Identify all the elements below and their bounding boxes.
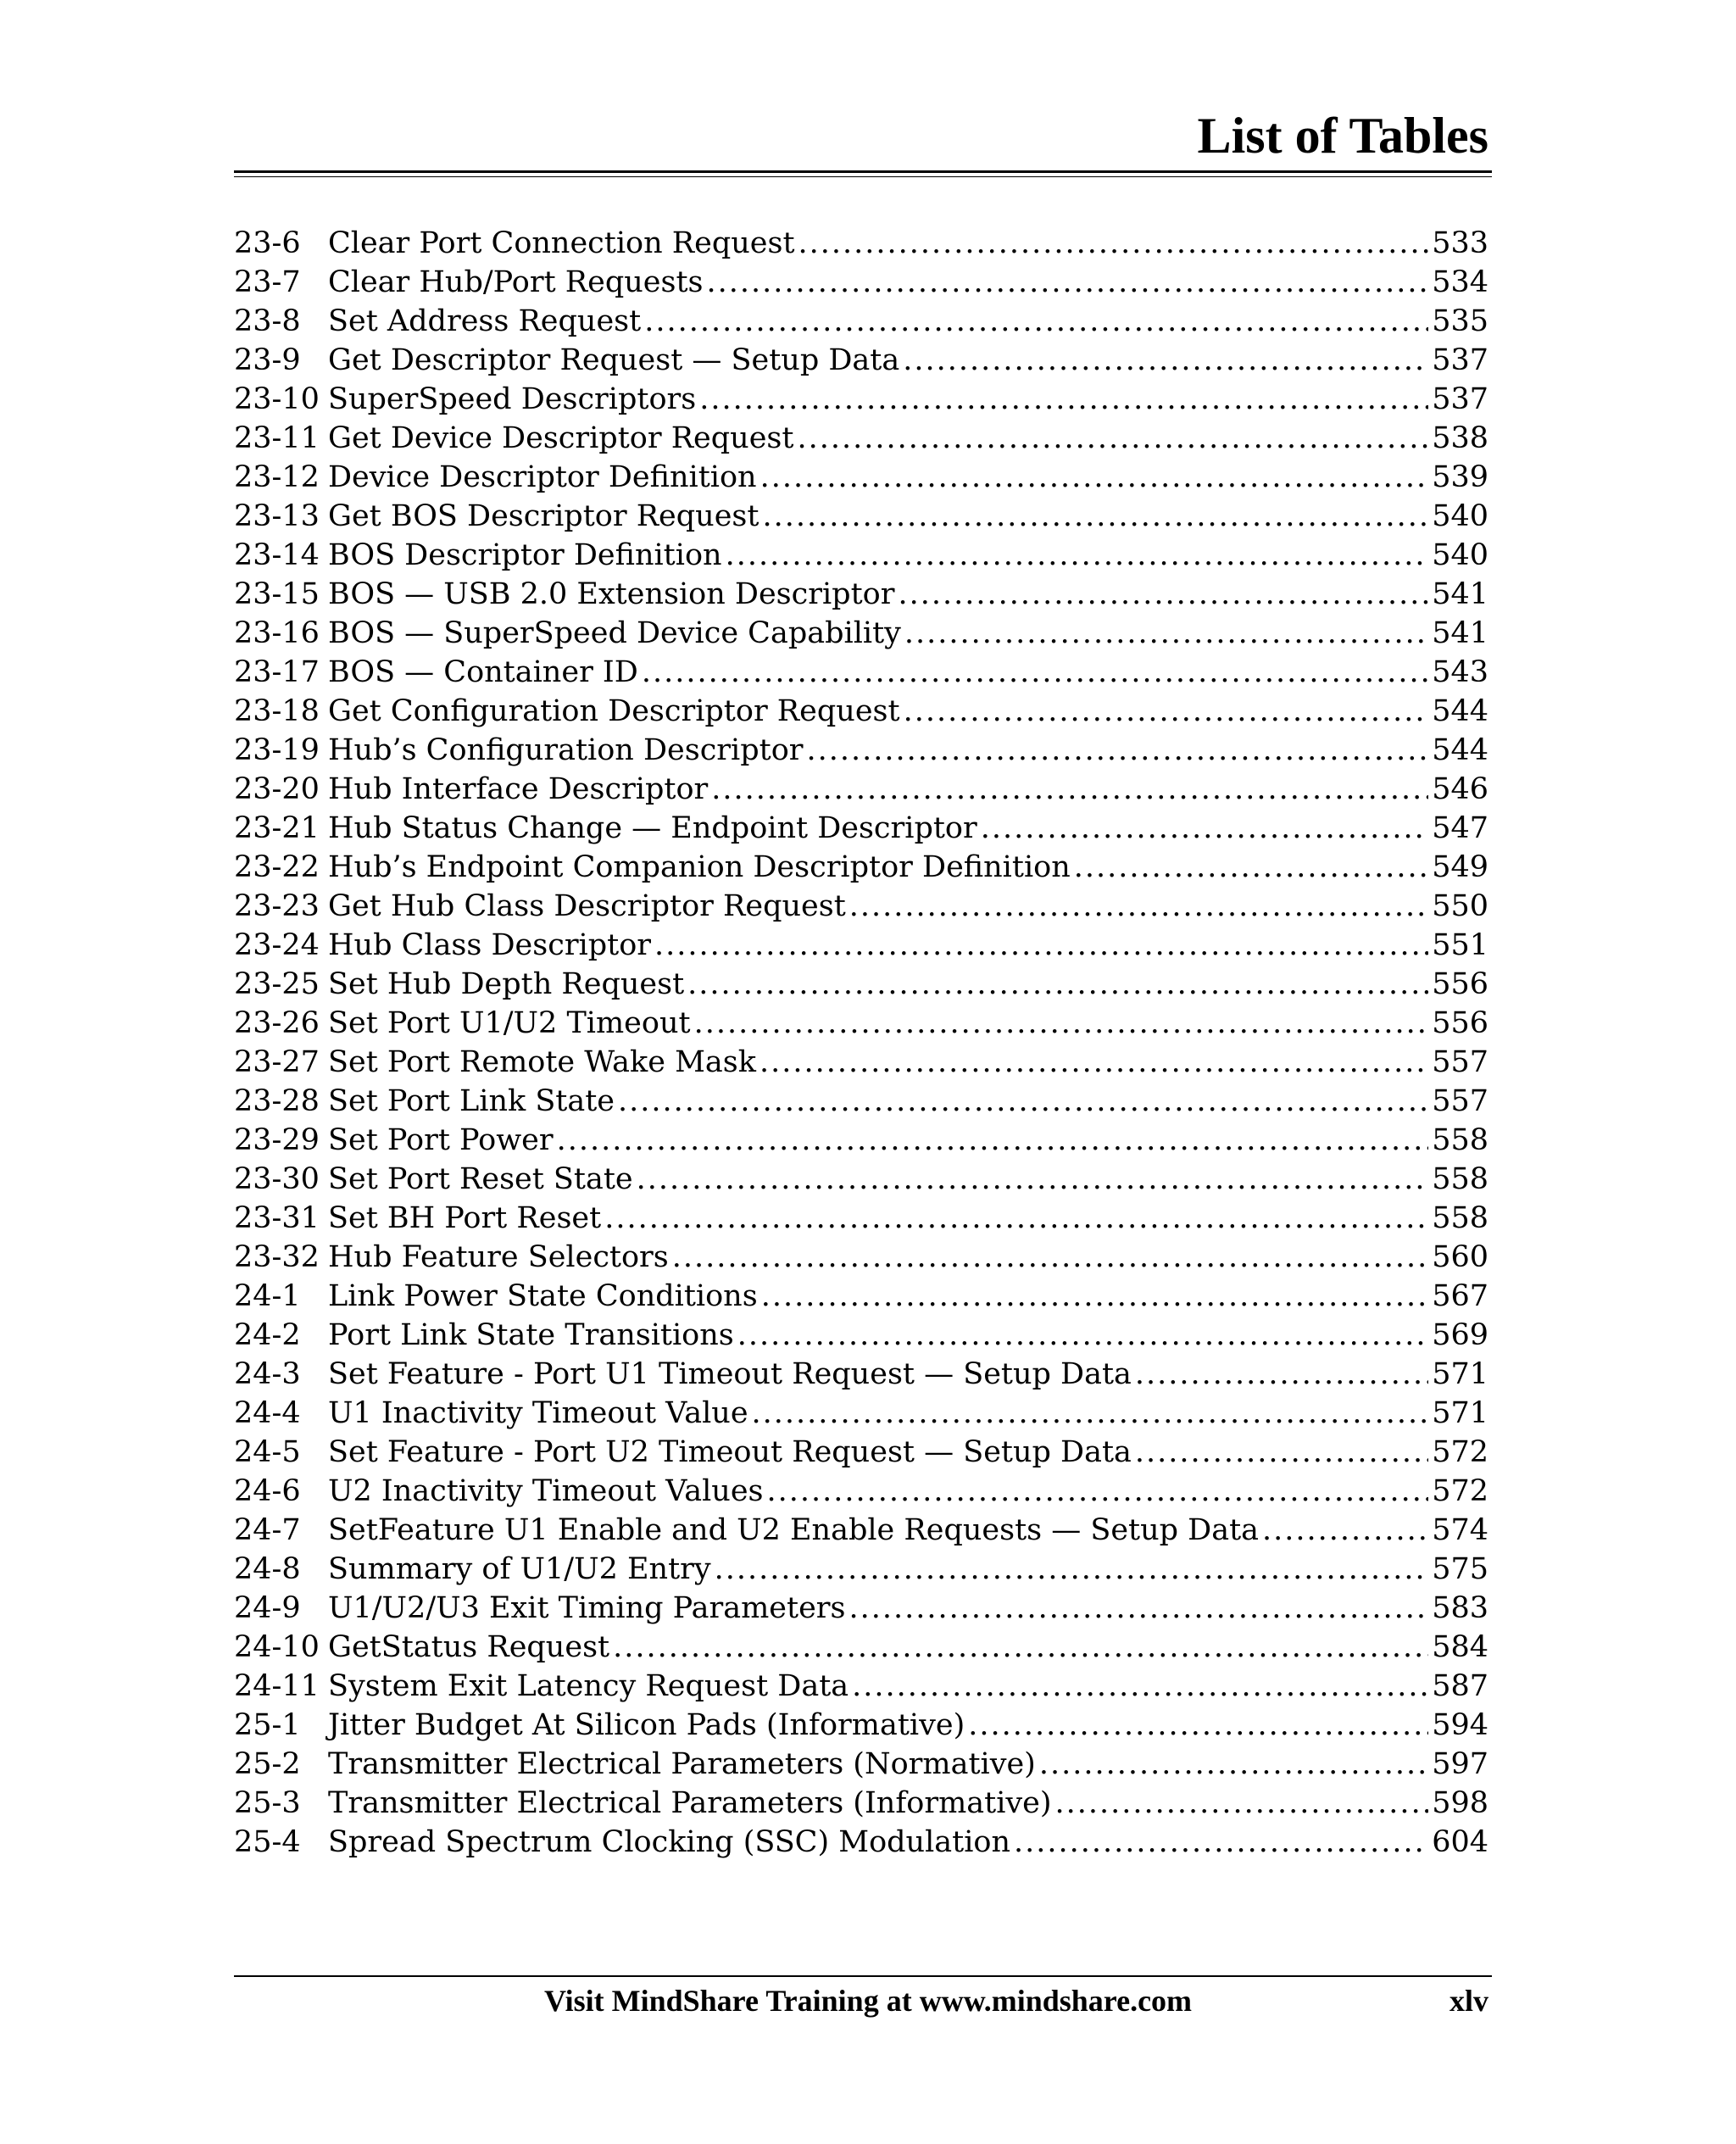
toc-entry-number: 24-9	[234, 1591, 301, 1625]
toc-entry-number: 23-29	[234, 1123, 320, 1157]
toc-entry-number: 24-8	[234, 1552, 301, 1586]
toc-entry-number: 24-4	[234, 1396, 301, 1430]
dot-leader	[654, 926, 1428, 965]
toc-entry-number: 23-8	[234, 304, 301, 338]
dot-leader	[637, 1160, 1429, 1199]
toc-entry[interactable]	[234, 653, 1488, 692]
toc-entry-page: 537	[1432, 382, 1488, 416]
toc-entry-page: 574	[1432, 1513, 1488, 1547]
toc-entry-page: 541	[1432, 616, 1488, 650]
toc-entry[interactable]	[234, 1160, 1488, 1199]
toc-entry-title: Hub Class Descriptor	[328, 928, 652, 962]
toc-entry-title: Set Port Reset State	[328, 1162, 633, 1196]
dot-leader	[1262, 1511, 1428, 1550]
toc-entry-page: 537	[1432, 343, 1488, 377]
dot-leader	[807, 731, 1429, 770]
toc-entry-number: 23-15	[234, 577, 320, 611]
toc-entry-page: 533	[1432, 226, 1488, 260]
dot-leader	[904, 614, 1428, 653]
toc-entry-number: 23-16	[234, 616, 320, 650]
dot-leader	[737, 1316, 1428, 1355]
toc-entry[interactable]	[234, 1082, 1488, 1121]
toc-entry-number: 23-14	[234, 538, 320, 572]
dot-leader	[557, 1121, 1429, 1160]
dot-leader	[644, 302, 1428, 341]
toc-entry-title: Transmitter Electrical Parameters (Informative)	[328, 1786, 1052, 1820]
toc-entry-number: 23-9	[234, 343, 301, 377]
toc-entry[interactable]	[234, 1706, 1488, 1745]
header-rule-thick	[234, 170, 1492, 173]
toc-entry-number: 24-5	[234, 1435, 301, 1469]
toc-entry[interactable]	[234, 458, 1488, 497]
toc-entry-page: 571	[1432, 1357, 1488, 1391]
toc-entry[interactable]	[234, 1823, 1488, 1862]
toc-entry-page: 544	[1432, 733, 1488, 767]
page-title: List of Tables	[1197, 108, 1488, 164]
toc-entry[interactable]	[234, 1355, 1488, 1394]
toc-entry-title: Summary of U1/U2 Entry	[328, 1552, 711, 1586]
toc-entry-number: 23-20	[234, 772, 320, 806]
toc-entry[interactable]	[234, 1316, 1488, 1355]
toc-entry-title: GetStatus Request	[328, 1630, 610, 1664]
toc-entry[interactable]	[234, 1511, 1488, 1550]
toc-entry-page: 560	[1432, 1240, 1488, 1274]
toc-entry[interactable]	[234, 341, 1488, 380]
toc-entry-number: 23-13	[234, 499, 320, 533]
toc-entry-number: 23-26	[234, 1006, 320, 1040]
dot-leader	[618, 1082, 1428, 1121]
toc-entry-title: SuperSpeed Descriptors	[328, 382, 697, 416]
dot-leader	[726, 536, 1429, 575]
toc-entry[interactable]	[234, 497, 1488, 536]
toc-entry-title: Device Descriptor Definition	[328, 460, 757, 494]
toc-entry-page: 546	[1432, 772, 1488, 806]
toc-entry-number: 25-3	[234, 1786, 301, 1820]
dot-leader	[1135, 1355, 1428, 1394]
toc-entry-number: 23-22	[234, 850, 320, 884]
toc-entry[interactable]	[234, 887, 1488, 926]
toc-entry[interactable]	[234, 1745, 1488, 1784]
toc-entry-title: Get Device Descriptor Request	[328, 421, 794, 455]
dot-leader	[715, 1550, 1429, 1589]
toc-entry-title: Get Configuration Descriptor Request	[328, 694, 900, 728]
toc-entry-page: 557	[1432, 1084, 1488, 1118]
toc-entry-title: Set Port Power	[328, 1123, 554, 1157]
toc-entry-number: 25-1	[234, 1708, 301, 1742]
dot-leader	[767, 1472, 1429, 1511]
toc-entry-number: 23-12	[234, 460, 320, 494]
toc-entry[interactable]	[234, 1433, 1488, 1472]
footer-rule	[234, 1975, 1492, 1977]
dot-leader	[1014, 1823, 1428, 1862]
toc-entry-number: 24-6	[234, 1474, 301, 1508]
toc-entry-title: Port Link State Transitions	[328, 1318, 734, 1352]
dot-leader	[687, 965, 1428, 1004]
toc-entry[interactable]	[234, 1394, 1488, 1433]
toc-entry-number: 23-28	[234, 1084, 320, 1118]
toc-entry[interactable]	[234, 1043, 1488, 1082]
toc-entry-title: Clear Hub/Port Requests	[328, 265, 704, 299]
toc-entry-title: Set Port Remote Wake Mask	[328, 1045, 756, 1079]
toc-entry-page: 534	[1432, 265, 1488, 299]
toc-entry-page: 540	[1432, 499, 1488, 533]
toc-entry-page: 535	[1432, 304, 1488, 338]
toc-entry-number: 23-11	[234, 421, 320, 455]
toc-entry[interactable]	[234, 965, 1488, 1004]
toc-entry-title: Spread Spectrum Clocking (SSC) Modulation	[328, 1825, 1011, 1859]
toc-entry-title: Hub’s Endpoint Companion Descriptor Definition	[328, 850, 1071, 884]
dot-leader	[968, 1706, 1428, 1745]
toc-entry-title: Set Feature - Port U2 Timeout Request — Setup Data	[328, 1435, 1132, 1469]
footer-text: Visit MindShare Training at www.mindshare.com	[543, 1984, 1193, 2018]
toc-entry-title: U1 Inactivity Timeout Value	[328, 1396, 748, 1430]
toc-entry[interactable]	[234, 926, 1488, 965]
toc-entry-page: 571	[1432, 1396, 1488, 1430]
toc-entry-number: 23-25	[234, 967, 320, 1001]
toc-entry-number: 23-32	[234, 1240, 320, 1274]
toc-entry[interactable]	[234, 263, 1488, 302]
toc-entry[interactable]	[234, 1550, 1488, 1589]
page-number: xlv	[1449, 1984, 1488, 2018]
toc-entry[interactable]	[234, 809, 1488, 848]
toc-entry[interactable]	[234, 1121, 1488, 1160]
toc-entry-title: Link Power State Conditions	[328, 1279, 758, 1313]
toc-entry-title: Set Feature - Port U1 Timeout Request — Setup Data	[328, 1357, 1132, 1391]
toc-entry-number: 25-2	[234, 1747, 301, 1781]
toc-entry-number: 23-10	[234, 382, 320, 416]
toc-entry[interactable]	[234, 380, 1488, 419]
toc-entry-number: 23-24	[234, 928, 320, 962]
toc-entry-title: Transmitter Electrical Parameters (Normative)	[328, 1747, 1036, 1781]
toc-entry[interactable]	[234, 1667, 1488, 1706]
toc-entry-title: Clear Port Connection Request	[328, 226, 795, 260]
toc-entry[interactable]	[234, 1238, 1488, 1277]
toc-entry[interactable]	[234, 1472, 1488, 1511]
toc-entry-title: Set Port U1/U2 Timeout	[328, 1006, 691, 1040]
toc-entry-page: 587	[1432, 1669, 1488, 1703]
toc-entry[interactable]	[234, 614, 1488, 653]
header-rule-thin	[234, 176, 1492, 177]
toc-entry-page: 567	[1432, 1279, 1488, 1313]
dot-leader	[903, 341, 1428, 380]
toc-entry-number: 23-27	[234, 1045, 320, 1079]
dot-leader	[761, 1277, 1429, 1316]
toc-entry-title: BOS — Container ID	[328, 655, 638, 689]
toc-entry-page: 543	[1432, 655, 1488, 689]
toc-entry-title: Jitter Budget At Silicon Pads (Informative)	[328, 1708, 965, 1742]
dot-leader	[672, 1238, 1428, 1277]
toc-entry[interactable]	[234, 1277, 1488, 1316]
toc-entry-page: 556	[1432, 967, 1488, 1001]
dot-leader	[642, 653, 1428, 692]
dot-leader	[1135, 1433, 1428, 1472]
dot-leader	[752, 1394, 1429, 1433]
dot-leader	[904, 692, 1429, 731]
dot-leader	[852, 1667, 1428, 1706]
toc-entry-title: Get Hub Class Descriptor Request	[328, 889, 846, 923]
toc-entry-title: U1/U2/U3 Exit Timing Parameters	[328, 1591, 846, 1625]
dot-leader	[613, 1628, 1428, 1667]
dot-leader	[797, 419, 1428, 458]
toc-entry-title: BOS — USB 2.0 Extension Descriptor	[328, 577, 895, 611]
dot-leader	[981, 809, 1428, 848]
toc-entry-title: Hub Status Change — Endpoint Descriptor	[328, 811, 977, 845]
toc-entry-page: 540	[1432, 538, 1488, 572]
toc-entry[interactable]	[234, 575, 1488, 614]
toc-entry-number: 24-2	[234, 1318, 301, 1352]
toc-entry-number: 23-21	[234, 811, 320, 845]
toc-entry[interactable]	[234, 1589, 1488, 1628]
toc-entry-number: 24-10	[234, 1630, 320, 1664]
dot-leader	[849, 1589, 1428, 1628]
toc-entry-number: 25-4	[234, 1825, 301, 1859]
toc-entry-number: 23-31	[234, 1201, 320, 1235]
toc-entry-page: 597	[1432, 1747, 1488, 1781]
dot-leader	[707, 263, 1429, 302]
toc-entry-title: Hub Interface Descriptor	[328, 772, 709, 806]
toc-entry-number: 23-19	[234, 733, 320, 767]
toc-entry-page: 539	[1432, 460, 1488, 494]
toc-entry-page: 583	[1432, 1591, 1488, 1625]
toc-entry-page: 572	[1432, 1435, 1488, 1469]
toc-entry-title: System Exit Latency Request Data	[328, 1669, 849, 1703]
toc-entry-page: 538	[1432, 421, 1488, 455]
toc-entry[interactable]	[234, 692, 1488, 731]
toc-entry-page: 594	[1432, 1708, 1488, 1742]
toc-entry[interactable]	[234, 1004, 1488, 1043]
toc-entry[interactable]	[234, 536, 1488, 575]
toc-entry-page: 549	[1432, 850, 1488, 884]
toc-entry-page: 544	[1432, 694, 1488, 728]
toc-entry-number: 23-18	[234, 694, 320, 728]
toc-entry-title: Set BH Port Reset	[328, 1201, 602, 1235]
toc-entry-title: Get Descriptor Request — Setup Data	[328, 343, 900, 377]
toc-entry-page: 547	[1432, 811, 1488, 845]
dot-leader	[1055, 1784, 1429, 1823]
dot-leader	[762, 497, 1428, 536]
toc-entry-number: 24-3	[234, 1357, 301, 1391]
toc-entry[interactable]	[234, 1784, 1488, 1823]
toc-entry[interactable]	[234, 302, 1488, 341]
toc-entry[interactable]	[234, 770, 1488, 809]
toc-entry-number: 23-30	[234, 1162, 320, 1196]
toc-entry-page: 558	[1432, 1123, 1488, 1157]
toc-entry-number: 23-17	[234, 655, 320, 689]
toc-entry-page: 556	[1432, 1006, 1488, 1040]
dot-leader	[604, 1199, 1428, 1238]
toc-entry-number: 23-7	[234, 265, 301, 299]
toc-entry-number: 23-23	[234, 889, 320, 923]
dot-leader	[798, 224, 1429, 263]
dot-leader	[1039, 1745, 1428, 1784]
toc-entry-title: Set Port Link State	[328, 1084, 615, 1118]
dot-leader	[898, 575, 1428, 614]
toc-entry-page: 598	[1432, 1786, 1488, 1820]
toc-entry-page: 604	[1432, 1825, 1488, 1859]
toc-entry-title: Set Address Request	[328, 304, 642, 338]
toc-entry-title: Hub Feature Selectors	[328, 1240, 669, 1274]
toc-entry-title: Hub’s Configuration Descriptor	[328, 733, 804, 767]
toc-entry[interactable]	[234, 419, 1488, 458]
toc-entry[interactable]	[234, 848, 1488, 887]
toc-entry-title: Set Hub Depth Request	[328, 967, 685, 1001]
toc-entry-page: 541	[1432, 577, 1488, 611]
toc-entry-page: 550	[1432, 889, 1488, 923]
toc-entry[interactable]	[234, 1628, 1488, 1667]
toc-entry-page: 584	[1432, 1630, 1488, 1664]
toc-entry[interactable]	[234, 1199, 1488, 1238]
table-list	[234, 224, 1488, 1862]
dot-leader	[849, 887, 1428, 926]
toc-entry-number: 23-6	[234, 226, 301, 260]
toc-entry-number: 24-11	[234, 1669, 320, 1703]
toc-entry[interactable]	[234, 731, 1488, 770]
dot-leader	[711, 770, 1428, 809]
toc-entry-page: 572	[1432, 1474, 1488, 1508]
toc-entry-title: Get BOS Descriptor Request	[328, 499, 760, 533]
dot-leader	[699, 380, 1428, 419]
toc-entry-title: BOS Descriptor Definition	[328, 538, 722, 572]
toc-entry-page: 558	[1432, 1201, 1488, 1235]
dot-leader	[760, 1043, 1428, 1082]
toc-entry-number: 24-7	[234, 1513, 301, 1547]
toc-entry-title: U2 Inactivity Timeout Values	[328, 1474, 764, 1508]
toc-entry[interactable]	[234, 224, 1488, 263]
dot-leader	[1074, 848, 1428, 887]
toc-entry-page: 569	[1432, 1318, 1488, 1352]
dot-leader	[760, 458, 1429, 497]
toc-entry-page: 558	[1432, 1162, 1488, 1196]
toc-entry-title: SetFeature U1 Enable and U2 Enable Requests — Setup Data	[328, 1513, 1260, 1547]
dot-leader	[694, 1004, 1429, 1043]
toc-entry-page: 551	[1432, 928, 1488, 962]
toc-entry-title: BOS — SuperSpeed Device Capability	[328, 616, 901, 650]
toc-entry-page: 557	[1432, 1045, 1488, 1079]
toc-entry-number: 24-1	[234, 1279, 301, 1313]
toc-entry-page: 575	[1432, 1552, 1488, 1586]
